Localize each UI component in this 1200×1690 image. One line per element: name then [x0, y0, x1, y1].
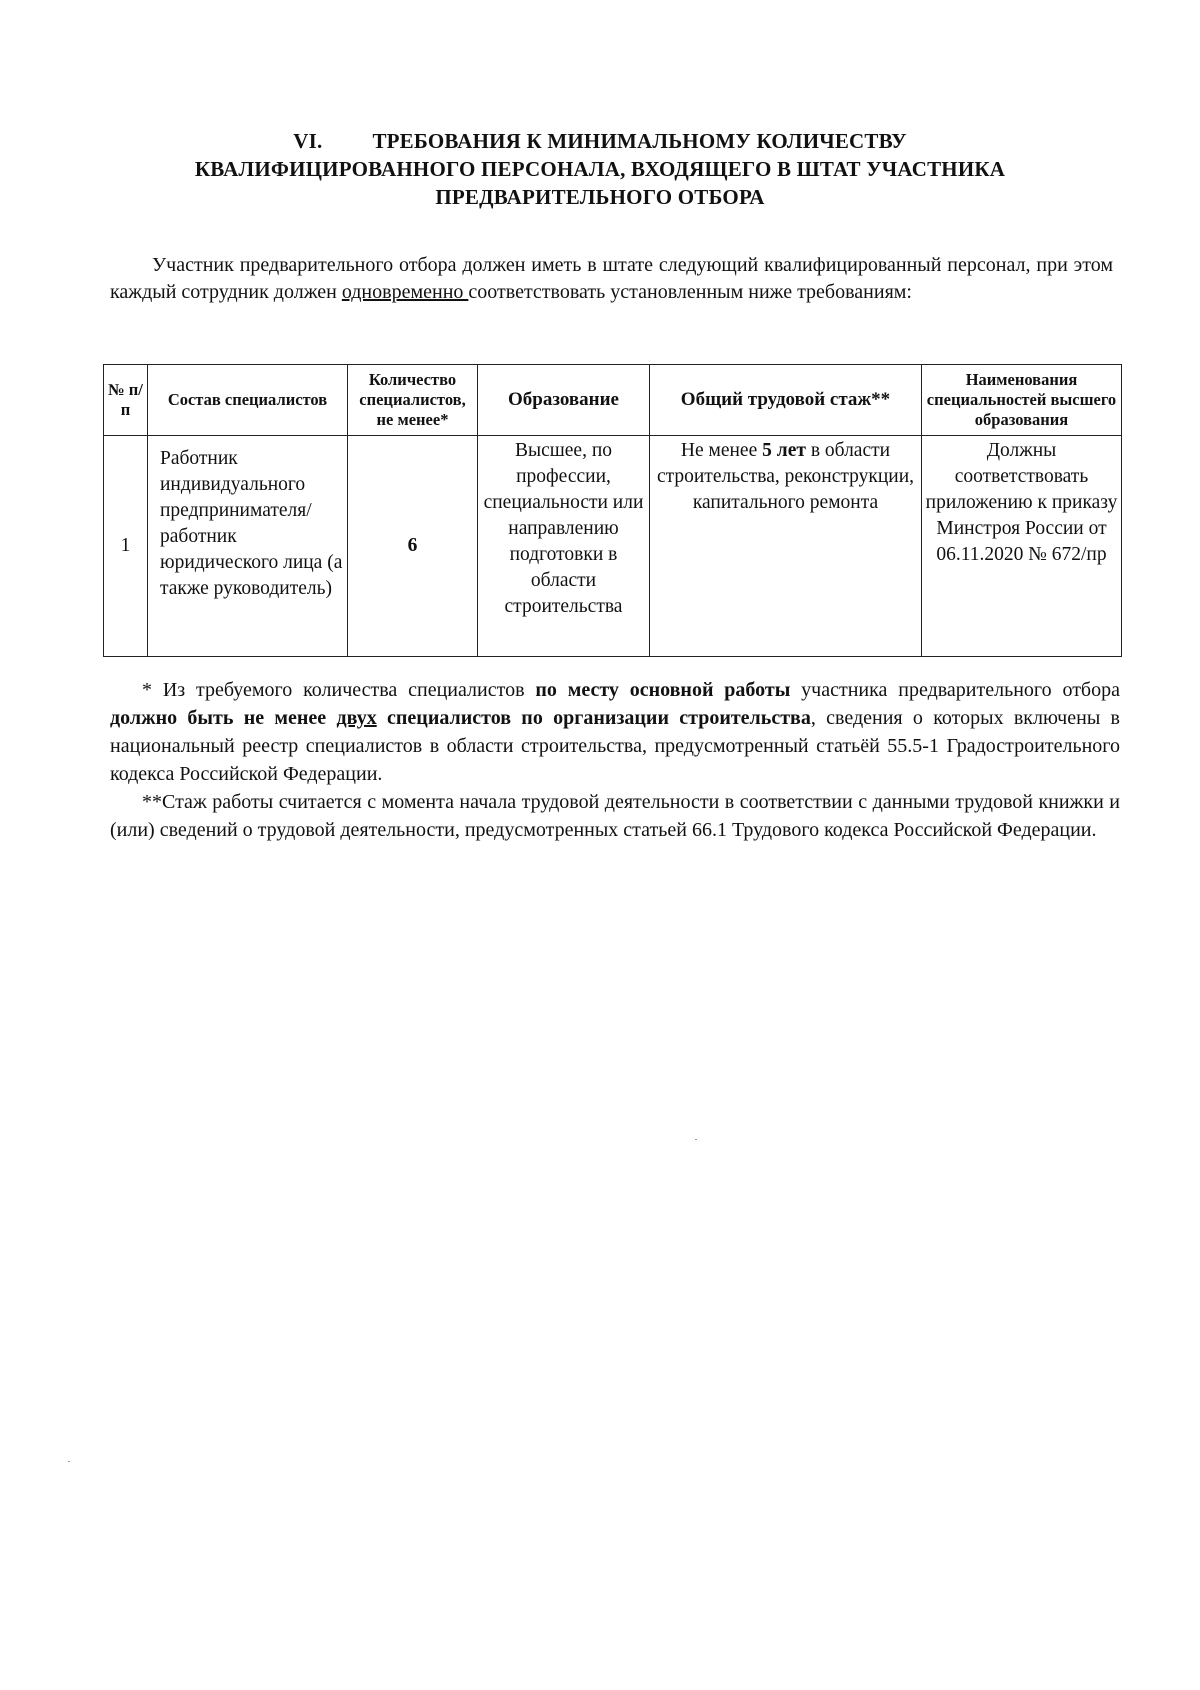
scan-speck — [695, 1139, 697, 1140]
heading-line-3: ПРЕДВАРИТЕЛЬНОГО ОТБОРА — [435, 185, 765, 209]
footnote-2: **Стаж работы считается с момента начала трудовой деятельности в соответствии с данными трудовой книжки и (или) сведений о трудовой деятельности, предусмотренных статьей 66.1 Трудового кодекса Российской Федерации. — [110, 791, 1120, 841]
section-number: VI. — [293, 129, 323, 153]
heading-line-1 — [110, 127, 1090, 155]
table-row — [104, 436, 1122, 657]
cell-specialties: Должны соответствовать приложению к приказу Минстроя России от 06.11.2020 № 672/пр — [922, 436, 1122, 657]
header-experience: Общий трудовой стаж** — [650, 365, 922, 436]
header-education: Образование — [478, 365, 650, 436]
section-heading — [110, 127, 1090, 211]
table-header-row — [104, 365, 1122, 436]
footnote-1-bold-underlined: двух — [336, 707, 377, 729]
scan-speck — [68, 1461, 70, 1462]
footnote-1 — [110, 676, 1120, 788]
intro-paragraph — [110, 252, 1113, 306]
requirements-table — [103, 364, 1122, 657]
cell-num: 1 — [104, 436, 148, 657]
heading-line-1-text: ТРЕБОВАНИЯ К МИНИМАЛЬНОМУ КОЛИЧЕСТВУ — [372, 129, 907, 153]
intro-underlined-word: одновременно — [341, 281, 469, 303]
header-specialties: Наименования специальностей высшего образования — [922, 365, 1122, 436]
cell-experience — [650, 436, 922, 657]
footnote-1-bold-1: по месту основной работы — [535, 679, 791, 701]
cell-education: Высшее, по профессии, специальности или направлению подготовки в области строительства — [478, 436, 650, 657]
header-composition: Состав специалистов — [148, 365, 348, 436]
heading-line-2: КВАЛИФИЦИРОВАННОГО ПЕРСОНАЛА, ВХОДЯЩЕГО В ШТАТ УЧАСТНИКА — [194, 157, 1006, 181]
cell-quantity: 6 — [348, 436, 478, 657]
footnote-1-text-1: * Из требуемого количества специалистов — [142, 679, 536, 701]
header-quantity: Количество специалистов, не менее* — [348, 365, 478, 436]
experience-years: 5 лет — [762, 440, 806, 461]
intro-text-1: Участник предварительного отбора должен иметь в штате следующий квалифицированный персонал, при этом каждый сотрудник должен — [110, 254, 1113, 303]
experience-prefix: Не менее — [680, 440, 763, 461]
footnote-1-text-2: участника предварительного отбора — [790, 679, 1120, 701]
footnote-1-bold-2: должно быть не менее — [110, 707, 337, 729]
experience-suffix: в области строительства, реконструкции, капитального ремонта — [656, 440, 915, 513]
footnote-1-text-3: , сведения о которых включены в национальный реестр специалистов в области строительства, предусмотренный статьёй 55.5-1 Градостроительного кодекса Российской Федерации. — [110, 707, 1120, 785]
cell-composition: Работник индивидуального предпринимателя/ работник юридического лица (а также руководитель) — [148, 436, 348, 657]
header-num: № п/п — [104, 365, 148, 436]
intro-text-2: соответствовать установленным ниже требованиям: — [468, 281, 912, 303]
footnote-1-bold-3: специалистов по организации строительства — [376, 707, 811, 729]
footnotes — [110, 676, 1120, 844]
